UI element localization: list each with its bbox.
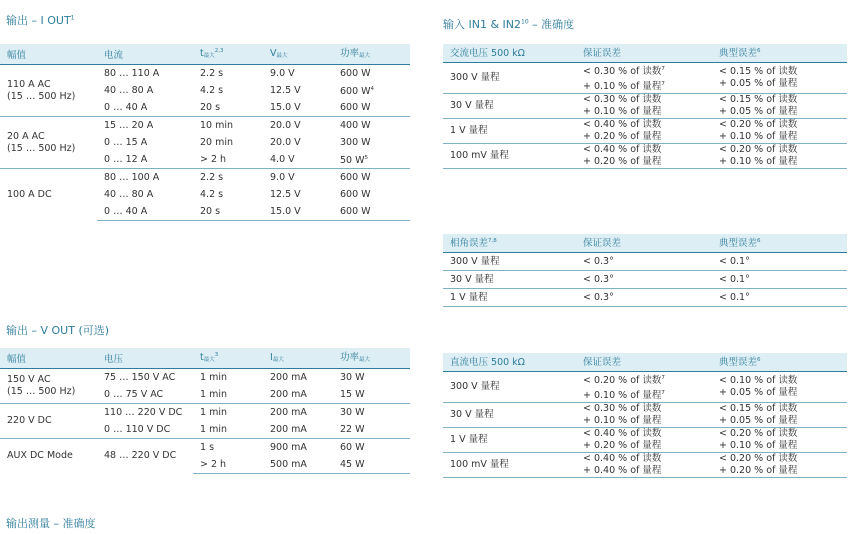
- iout-amp-cell: 20 A AC (15 … 500 Hz): [0, 117, 97, 169]
- cell: 22 W: [340, 423, 365, 435]
- vout-amp-cell: 150 V AC (15 … 500 Hz): [7, 374, 76, 397]
- cell: < 0.40 % of 读数 + 0.20 % of 量程: [576, 428, 712, 453]
- cell: 1 min: [200, 371, 227, 383]
- cell: < 0.10 % of 读数 + 0.05 % of 量程: [719, 375, 798, 398]
- table-row: [0, 117, 410, 135]
- cell: 0 … 40 A: [104, 101, 148, 113]
- cell: 200 mA: [270, 423, 307, 435]
- cell: 75 … 150 V AC: [104, 371, 176, 383]
- cell: 0 … 12 A: [104, 153, 148, 165]
- cell: 300 V 量程: [450, 72, 500, 83]
- iout-table: [0, 44, 410, 221]
- cell: 典型误差$^6$: [712, 353, 847, 372]
- phase-header-row: [443, 234, 847, 253]
- table-row: [443, 94, 847, 119]
- cell: 500 mA: [263, 456, 333, 474]
- cell: 20 s: [193, 203, 263, 221]
- cell: 30 W: [333, 404, 410, 422]
- cell: 9.0 V: [270, 67, 295, 79]
- cell: 1 s: [193, 439, 263, 457]
- cell: 100 mV 量程: [443, 144, 576, 169]
- table-row: [0, 65, 410, 83]
- dc-header-row: [443, 353, 847, 372]
- cell: 2.2 s: [193, 169, 263, 187]
- cell: 80 … 100 A: [97, 169, 193, 187]
- cell: < 0.30 % of 读数 + 0.10 % of 量程: [576, 94, 712, 119]
- cell: 40 … 80 A: [104, 84, 154, 96]
- cell: < 0.1°: [712, 289, 847, 307]
- cell: 100 mV 量程: [443, 453, 576, 478]
- cell: 900 mA: [263, 439, 333, 457]
- cell: < 0.40 % of 读数 + 0.20 % of 量程: [576, 144, 712, 169]
- vout-header-t: t最大$^3$: [193, 348, 263, 369]
- iout-header-v: V最大: [263, 44, 333, 65]
- cell: 20.0 V: [263, 117, 333, 135]
- cell: 10 min: [193, 117, 263, 135]
- cell: < 0.3°: [576, 271, 712, 289]
- input-title: 输入 IN1 & $IN2^{10}$ – 准确度: [443, 18, 575, 31]
- cell: 200 mA: [270, 371, 307, 383]
- vout-header-power: 功率最大: [333, 348, 410, 369]
- cell: 1 min: [200, 423, 227, 435]
- cell: 50 $W^5$: [340, 155, 369, 166]
- cell: < 0.40 % of 读数 + 0.40 % of 量程: [576, 453, 712, 478]
- cell: < 0.15 % of 读数 + 0.05 % of 量程: [719, 66, 798, 89]
- cell: 45 W: [333, 456, 410, 474]
- cell: 1 V 量程: [443, 289, 576, 307]
- cell: < 0.20 % of 读数 + 0.10 % of 量程: [712, 428, 847, 453]
- cell: < 0.15 % of 读数 + 0.05 % of 量程: [712, 94, 847, 119]
- cell: 40 … 80 A: [104, 188, 154, 200]
- cell: 15.0 V: [270, 101, 301, 113]
- cell: 相角误差$^{7,8}$: [443, 234, 576, 253]
- cell: 4.2 s: [200, 84, 224, 96]
- cell: < 0.3°: [576, 289, 712, 307]
- cell: < 0.30 % of 读数$^7$ + 0.10 % of 量程$^7$: [583, 66, 665, 92]
- cell: 30 V 量程: [443, 271, 576, 289]
- cell: 300 W: [340, 136, 371, 148]
- cell: > 2 h: [193, 456, 263, 474]
- vout-header-i: I最大: [263, 348, 333, 369]
- vout-table: [0, 348, 410, 474]
- cell: < 0.3°: [583, 255, 614, 267]
- cell: 600 $W^4$: [340, 86, 375, 97]
- cell: 600 W: [340, 67, 371, 79]
- iout-header-row: [0, 44, 410, 65]
- cell: 0 … 75 V AC: [104, 388, 164, 400]
- table-row: [443, 63, 847, 94]
- cell: 110 … 220 V DC: [97, 404, 193, 422]
- cell: 4.0 V: [270, 153, 295, 165]
- cell: 600 W: [340, 101, 371, 113]
- cell: < 0.40 % of 读数 + 0.20 % of 量程: [576, 119, 712, 144]
- cell: 60 W: [333, 439, 410, 457]
- vout-amp-cell: AUX DC Mode: [0, 439, 97, 474]
- table-row: [0, 369, 410, 387]
- cell: 1 min: [200, 388, 227, 400]
- vout-header-voltage: 电压: [97, 348, 193, 369]
- cell: < 0.15 % of 读数 + 0.05 % of 量程: [712, 403, 847, 428]
- cell: 600 W: [333, 203, 410, 221]
- cell: 600 W: [333, 169, 410, 187]
- cell: < 0.30 % of 读数 + 0.10 % of 量程: [576, 403, 712, 428]
- cell: < 0.20 % of 读数 + 0.10 % of 量程: [712, 144, 847, 169]
- cell: 0 … 110 V DC: [104, 423, 171, 435]
- cell: 20 s: [200, 101, 221, 113]
- table-row: [443, 372, 847, 403]
- cell: 交流电压 500 kΩ: [443, 44, 576, 63]
- cell: 30 V 量程: [443, 403, 576, 428]
- table-row: [0, 439, 410, 457]
- cell: 0 … 15 A: [104, 136, 148, 148]
- vout-header-row: [0, 348, 410, 369]
- cell: 0 … 40 A: [97, 203, 193, 221]
- cell: 20.0 V: [270, 136, 301, 148]
- cell: 600 W: [340, 188, 371, 200]
- cell: 200 mA: [270, 388, 307, 400]
- cell: 30 W: [340, 371, 365, 383]
- table-row: [443, 119, 847, 144]
- cell: 12.5 V: [270, 188, 301, 200]
- cell: < 0.20 % of 读数 + 0.20 % of 量程: [712, 453, 847, 478]
- table-row: [0, 404, 410, 422]
- table-row: [0, 169, 410, 187]
- table-row: [443, 253, 847, 271]
- cell: 2.2 s: [200, 67, 224, 79]
- iout-title: 输出 – I OUT$^1$: [6, 14, 75, 27]
- cell: 15 … 20 A: [97, 117, 193, 135]
- cell: 15.0 V: [263, 203, 333, 221]
- cell: 300 V 量程: [450, 381, 500, 392]
- cell: 保证误差: [576, 44, 712, 63]
- table-row: [443, 428, 847, 453]
- cell: 400 W: [333, 117, 410, 135]
- phase-accuracy-table: [443, 234, 847, 307]
- table-row: [443, 144, 847, 169]
- vout-amp-cell: 220 V DC: [0, 404, 97, 439]
- cell: 保证误差: [576, 353, 712, 372]
- cell: 20 min: [200, 136, 234, 148]
- table-row: [443, 453, 847, 478]
- vout-title: 输出 – V OUT (可选): [6, 324, 110, 337]
- cell: 200 mA: [263, 404, 333, 422]
- dc-accuracy-table: [443, 353, 847, 478]
- cell: 300 V 量程: [450, 255, 500, 267]
- cell: < 0.1°: [712, 271, 847, 289]
- cell: < 0.1°: [719, 255, 750, 267]
- cell: < 0.20 % of 读数$^7$ + 0.10 % of 量程$^7$: [583, 375, 665, 401]
- ac-accuracy-table: [443, 44, 847, 169]
- cell: 典型误差$^6$: [712, 234, 847, 253]
- cell: 直流电压 500 kΩ: [443, 353, 576, 372]
- table-row: [443, 271, 847, 289]
- cell: 15 W: [340, 388, 365, 400]
- cell: 80 … 110 A: [104, 67, 160, 79]
- iout-header-power: 功率最大: [333, 44, 410, 65]
- cell: 30 V 量程: [443, 94, 576, 119]
- cell: < 0.20 % of 读数 + 0.10 % of 量程: [712, 119, 847, 144]
- ac-header-row: [443, 44, 847, 63]
- cell: 12.5 V: [270, 84, 301, 96]
- cell: 4.2 s: [200, 188, 224, 200]
- vout-header-amplitude: 幅值: [0, 348, 97, 369]
- table-row: [443, 403, 847, 428]
- cell: 1 min: [193, 404, 263, 422]
- cell: > 2 h: [200, 153, 227, 165]
- iout-header-current: 电流: [97, 44, 193, 65]
- cell: 典型误差$^6$: [712, 44, 847, 63]
- cell: 1 V 量程: [443, 119, 576, 144]
- cell: 9.0 V: [263, 169, 333, 187]
- iout-amp-cell: 110 A AC (15 … 500 Hz): [7, 78, 76, 102]
- meas-title: 输出测量 – 准确度: [6, 517, 96, 530]
- cell: 保证误差: [576, 234, 712, 253]
- iout-amp-cell: 100 A DC: [0, 169, 97, 221]
- iout-header-amplitude: 幅值: [0, 44, 97, 65]
- table-row: [443, 289, 847, 307]
- cell: 48 … 220 V DC: [97, 439, 193, 474]
- cell: 1 V 量程: [443, 428, 576, 453]
- iout-header-t: t最大$^{2,3}$: [193, 44, 263, 65]
